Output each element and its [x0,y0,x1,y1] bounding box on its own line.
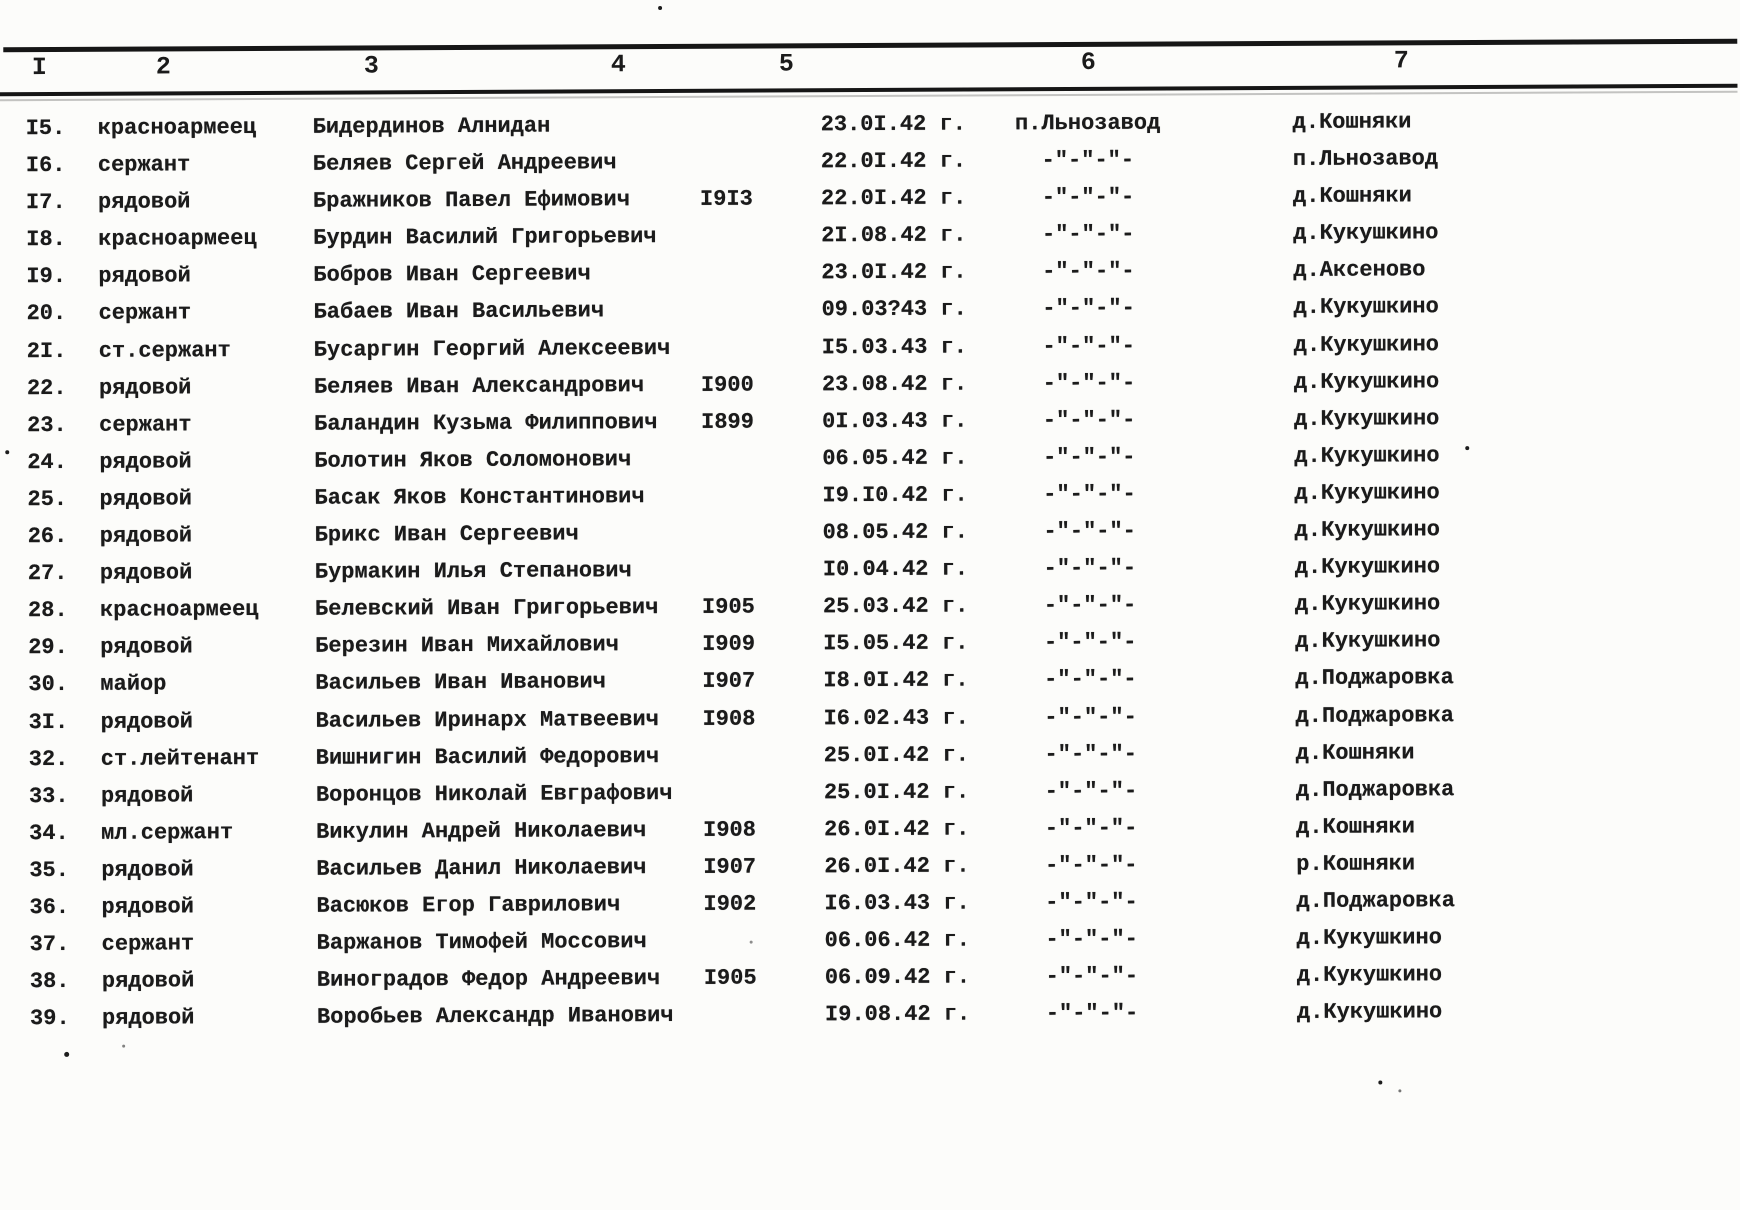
column-header-3: 3 [363,51,379,81]
date-cell: 25.0I.42 г. [823,779,970,805]
place-cell: д.Кошняки [1295,739,1415,766]
date-cell: 09.03?43 г. [821,296,967,323]
place-cell: д.Кукушкино [1296,962,1443,989]
row-number-cell: 2I. [26,338,67,364]
date-cell: 2I.08.42 г. [821,222,967,249]
name-cell: Васюков Егор Гаврилович [316,892,621,919]
date-cell: I8.0I.42 г. [823,667,969,694]
place-cell: д.Кошняки [1292,109,1412,135]
row-number-cell: 3I. [28,709,69,735]
name-cell: Бобров Иван Сергеевич [313,261,591,289]
place-cell: д.Поджаровка [1295,776,1455,803]
origin-ditto-cell: -"-"-"- [1043,592,1137,619]
place-cell: д.Аксеново [1293,257,1426,284]
name-cell: Беляев Сергей Андреевич [312,150,617,177]
rank-cell: сержант [97,152,191,178]
place-cell: д.Кукушкино [1294,405,1440,432]
place-cell: д.Кукушкино [1295,628,1441,655]
rank-cell: красноармеец [98,226,257,253]
table-header-row [0,0,1737,83]
rank-cell: майор [100,671,167,698]
scan-speck [1378,1081,1382,1085]
rank-cell: рядовой [101,968,195,994]
date-cell: 23.0I.42 г. [821,259,967,286]
date-cell: I5.05.42 г. [823,630,969,657]
row-number-cell: 33. [28,783,69,809]
row-number-cell: 28. [27,598,68,624]
rank-cell: рядовой [99,486,192,512]
row-number-cell: 35. [29,857,69,883]
origin-ditto-cell: -"-"-"- [1045,1000,1139,1027]
date-cell: I9.08.42 г. [824,1001,971,1028]
name-cell: Васильев Иван Иванович [315,669,606,697]
row-number-cell: 38. [29,969,70,995]
place-cell: д.Кукушкино [1294,554,1441,581]
row-number-cell: 26. [27,523,68,550]
name-cell: Брикс Иван Сергеевич [314,521,579,548]
name-cell: Вишнигин Василий Федорович [315,743,660,771]
name-cell: Белевский Иван Григорьевич [314,595,659,622]
name-cell: Воронцов Николай Евграфович [315,780,673,808]
date-cell: 23.08.42 г. [821,371,968,397]
birth-year-cell: I9I3 [699,186,753,213]
origin-ditto-cell: п.Льнозавод [1014,110,1161,137]
row-number-cell: 25. [27,486,68,513]
origin-ditto-cell: -"-"-"- [1041,147,1135,174]
date-cell: 22.0I.42 г. [820,185,967,212]
place-cell: д.Кукушкино [1294,591,1441,618]
origin-ditto-cell: -"-"-"- [1044,667,1137,693]
row-number-cell: I9. [26,264,67,290]
name-cell: Беляев Иван Александрович [313,372,645,400]
place-cell: п.Льнозавод [1292,146,1439,173]
origin-ditto-cell: -"-"-"- [1043,518,1136,545]
rank-cell: рядовой [99,449,192,475]
rank-cell: рядовой [100,634,193,661]
column-header-6: 6 [1080,47,1096,77]
origin-ditto-cell: -"-"-"- [1042,259,1135,285]
row-number-cell: 29. [28,635,68,661]
row-number-cell: 37. [29,931,70,958]
rank-cell: красноармеец [99,597,259,623]
column-header-5: 5 [778,49,794,79]
place-cell: д.Кукушкино [1294,480,1440,506]
name-cell: Варжанов Тимофей Моссович [316,929,647,956]
column-header-4: 4 [610,50,626,80]
name-cell: Васильев Данил Николаевич [316,854,647,882]
origin-ditto-cell: -"-"-"- [1044,778,1138,804]
origin-ditto-cell: -"-"-"- [1045,852,1138,879]
date-cell: I9.I0.42 г. [822,482,968,509]
rank-cell: рядовой [98,374,192,401]
date-cell: 25.03.42 г. [822,593,969,620]
place-cell: д.Поджаровка [1295,702,1455,729]
place-cell: д.Поджаровка [1296,888,1455,914]
birth-year-cell: I900 [700,372,754,398]
name-cell: Березин Иван Михайлович [315,632,619,660]
origin-ditto-cell: -"-"-"- [1043,444,1136,470]
rank-cell: сержант [101,931,195,957]
origin-ditto-cell: -"-"-"- [1042,296,1135,322]
rank-cell: рядовой [100,708,194,735]
birth-year-cell: I905 [703,965,757,991]
origin-ditto-cell: -"-"-"- [1043,555,1137,582]
origin-ditto-cell: -"-"-"- [1043,481,1136,508]
date-cell: 08.05.42 г. [822,519,968,546]
place-cell: д.Поджаровка [1295,665,1454,692]
row-number-cell: 39. [29,1006,70,1032]
name-cell: Викулин Андрей Николаевич [316,817,647,845]
table-body [0,106,1740,1042]
row-number-cell: 22. [26,375,67,401]
date-cell: 22.0I.42 г. [820,148,967,175]
origin-ditto-cell: -"-"-"- [1041,221,1135,248]
origin-ditto-cell: -"-"-"- [1045,926,1138,953]
date-cell: 06.09.42 г. [824,964,971,991]
row-number-cell: I5. [25,115,66,142]
place-cell: д.Кукушкино [1294,443,1440,469]
place-cell: д.Кукушкино [1293,368,1440,395]
name-cell: Бурдин Василий Григорьевич [313,224,657,251]
date-cell: 26.0I.42 г. [824,816,970,843]
rank-cell: красноармеец [97,114,257,141]
date-cell: 0I.03.43 г. [822,408,968,434]
row-number-cell: 23. [27,412,67,438]
scan-speck [5,450,9,454]
rank-cell: ст.лейтенант [100,745,260,772]
date-cell: I6.03.43 г. [824,890,970,917]
name-cell: Бурмакин Илья Степанович [314,558,632,585]
date-cell: I5.03.43 г. [821,334,968,360]
place-cell: д.Кукушкино [1293,220,1439,247]
origin-ditto-cell: -"-"-"- [1042,407,1136,433]
table-top-rule [3,39,1737,52]
rank-cell: мл.сержант [101,819,234,846]
rank-cell: рядовой [98,263,191,290]
birth-year-cell: I907 [703,854,757,880]
place-cell: д.Кошняки [1296,814,1415,840]
rank-cell: рядовой [101,857,194,883]
scan-speck [122,1045,125,1048]
name-cell: Басак Яков Константинович [314,484,645,511]
origin-ditto-cell: -"-"-"- [1044,704,1137,730]
date-cell: I6.02.43 г. [823,705,969,731]
scan-speck [1398,1089,1401,1092]
row-number-cell: 34. [29,820,69,846]
birth-year-cell: I909 [702,631,756,658]
rank-cell: рядовой [99,560,193,586]
name-cell: Болотин Яков Соломонович [314,447,632,474]
rank-cell: сержант [98,300,192,327]
origin-ditto-cell: -"-"-"- [1044,815,1138,841]
row-number-cell: 32. [28,746,69,772]
name-cell: Бидердинов Алнидан [312,113,551,140]
place-cell: д.Кукушкино [1293,331,1440,358]
name-cell: Васильев Иринарх Матвеевич [315,706,659,734]
date-cell: 06.05.42 г. [822,445,968,472]
column-header-7: 7 [1393,46,1409,76]
row-number-cell: 24. [27,449,67,475]
origin-ditto-cell: -"-"-"- [1045,963,1139,990]
name-cell: Воробьев Александр Иванович [316,1003,674,1030]
birth-year-cell: I908 [702,706,756,732]
birth-year-cell: I907 [702,668,756,695]
place-cell: д.Кошняки [1292,183,1412,210]
place-cell: д.Кукушкино [1293,294,1439,321]
rank-cell: рядовой [100,782,194,809]
scan-speck [750,941,753,944]
birth-year-cell: I905 [701,594,755,621]
rank-cell: рядовой [101,1005,195,1032]
table-row [2,996,1740,1042]
place-cell: д.Кукушкино [1296,999,1443,1026]
name-cell: Бабаев Иван Васильевич [313,298,605,326]
place-cell: д.Кукушкино [1294,517,1440,543]
scan-speck [1465,446,1469,450]
rank-cell: ст.сержант [98,337,231,364]
date-cell: 26.0I.42 г. [824,853,970,880]
row-number-cell: 30. [28,672,69,698]
row-number-cell: I7. [25,190,66,216]
date-cell: 06.06.42 г. [824,927,970,954]
origin-ditto-cell: -"-"-"- [1042,370,1136,396]
birth-year-cell: I908 [703,817,756,843]
rank-cell: рядовой [99,523,193,549]
name-cell: Баландин Кузьма Филиппович [314,409,658,437]
origin-ditto-cell: -"-"-"- [1041,184,1135,211]
column-header-1: I [31,53,47,83]
origin-ditto-cell: -"-"-"- [1044,741,1138,767]
rank-cell: рядовой [101,894,194,920]
rank-cell: рядовой [97,189,191,215]
name-cell: Бусаргин Георгий Алексеевич [313,335,671,363]
place-cell: р.Кошняки [1296,851,1416,877]
row-number-cell: 36. [29,894,70,921]
date-cell: 25.0I.42 г. [823,742,970,768]
date-cell: I0.04.42 г. [822,556,969,583]
date-cell: 23.0I.42 г. [820,111,966,138]
row-number-cell: 27. [27,561,68,587]
birth-year-cell: I899 [701,409,754,435]
name-cell: Виноградов Федор Андреевич [316,966,661,993]
row-number-cell: 20. [26,301,67,327]
name-cell: Бражников Павел Ефимович [312,187,630,214]
origin-ditto-cell: -"-"-"- [1045,889,1138,916]
row-number-cell: I8. [26,227,66,253]
origin-ditto-cell: -"-"-"- [1043,630,1137,656]
origin-ditto-cell: -"-"-"- [1042,333,1136,359]
rank-cell: сержант [99,412,192,438]
scan-speck [658,6,662,10]
column-header-2: 2 [155,52,171,82]
scan-speck [64,1052,69,1057]
row-number-cell: I6. [25,153,66,179]
place-cell: д.Кукушкино [1296,925,1442,951]
birth-year-cell: I902 [703,891,757,917]
